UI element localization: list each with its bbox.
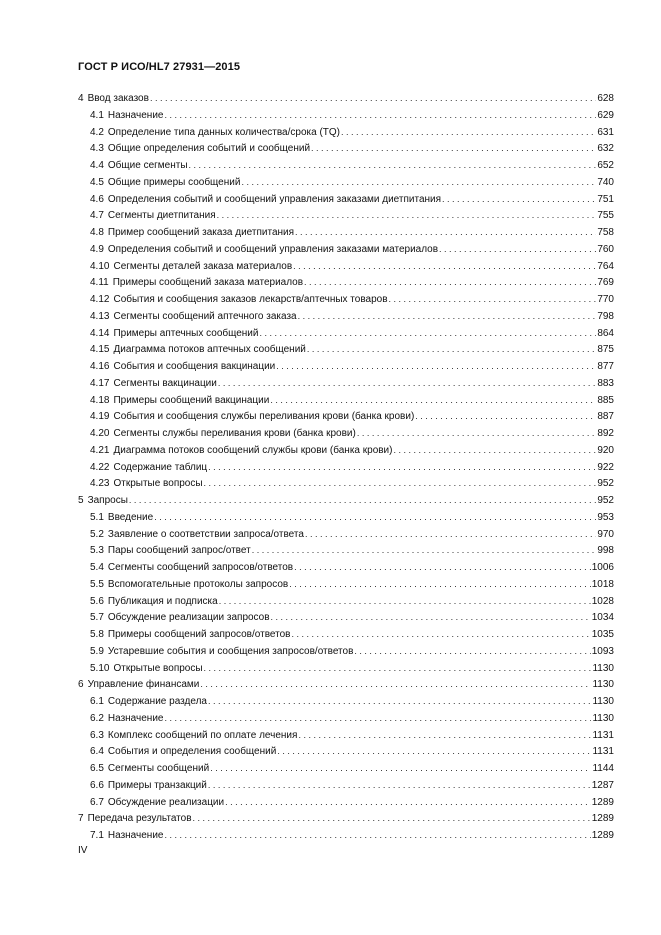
toc-entry-page: 922	[597, 461, 614, 473]
toc-entry-number: 5.9	[90, 645, 104, 657]
toc-entry-page: 1130	[592, 679, 614, 691]
toc-entry-number: 4.13	[90, 310, 110, 322]
toc-entry-number: 6.7	[90, 796, 104, 808]
document-header: ГОСТ Р ИСО/HL7 27931—2015	[78, 61, 241, 73]
toc-entry-number: 4.20	[90, 428, 110, 439]
toc-entry-number: 4.11	[90, 277, 109, 289]
toc-dot-leader	[164, 710, 591, 727]
toc-entry-number: 5.5	[90, 578, 104, 590]
toc-entry-title: Открытые вопросы	[113, 662, 203, 674]
toc-dot-leader	[415, 408, 596, 425]
toc-dot-leader	[442, 191, 596, 208]
toc-entry-page: 1144	[592, 763, 614, 774]
toc-entry-title: Пример сообщений заказа диетпитания	[107, 227, 295, 238]
toc-entry-title: Диаграмма потоков сообщений службы крови (банка крови)	[113, 444, 393, 456]
toc-entry-page: 864	[597, 327, 614, 339]
toc-dot-leader	[307, 341, 596, 358]
toc-entry-number: 7	[78, 813, 84, 825]
toc-entry	[78, 408, 614, 425]
toc-dot-leader	[357, 425, 596, 442]
toc-entry-page: 883	[597, 377, 614, 389]
toc-entry-title: Обсуждение реализации запросов	[107, 612, 270, 624]
toc-dot-leader	[252, 542, 597, 559]
toc-entry-number: 4.1	[90, 109, 104, 121]
toc-dot-leader	[204, 475, 597, 492]
toc-dot-leader	[439, 241, 596, 258]
toc-entry-page: 632	[597, 143, 614, 155]
toc-dot-leader	[154, 509, 596, 526]
toc-entry	[78, 509, 614, 526]
toc-entry	[78, 576, 614, 593]
toc-entry-title: Диаграмма потоков аптечных сообщений	[113, 344, 306, 356]
toc-entry-title: Вспомогательные протоколы запросов	[107, 578, 289, 590]
toc-dot-leader	[208, 693, 592, 710]
toc-dot-leader	[219, 593, 591, 610]
toc-entry-number: 4.19	[90, 411, 110, 423]
toc-entry-page: 758	[597, 227, 614, 238]
toc-entry-number: 5.1	[90, 511, 104, 523]
toc-entry	[78, 526, 614, 543]
toc-entry-title: Примеры транзакций	[107, 779, 207, 791]
toc-dot-leader	[150, 90, 596, 107]
toc-entry-page: 629	[597, 109, 614, 121]
toc-dot-leader	[217, 207, 597, 224]
toc-dot-leader	[218, 375, 596, 392]
toc-dot-leader	[200, 676, 591, 693]
toc-entry-title: Содержание таблиц	[113, 461, 208, 473]
toc-entry-number: 6.4	[90, 746, 104, 758]
table-of-contents	[78, 90, 614, 844]
page-number: IV	[78, 845, 88, 856]
toc-dot-leader	[271, 609, 591, 626]
toc-dot-leader	[210, 760, 591, 777]
toc-entry	[78, 794, 614, 811]
toc-dot-leader	[305, 526, 596, 543]
toc-dot-leader	[208, 459, 596, 476]
toc-entry-title: Общие примеры сообщений	[107, 176, 241, 188]
toc-dot-leader	[259, 325, 596, 342]
toc-dot-leader	[208, 777, 591, 794]
toc-entry-page: 764	[597, 260, 614, 272]
toc-dot-leader	[298, 727, 591, 744]
toc-entry	[78, 274, 614, 291]
toc-entry	[78, 760, 614, 777]
toc-entry-title: Заявление о соответствии запроса/ответа	[107, 528, 304, 540]
toc-entry-number: 4	[78, 93, 84, 104]
toc-entry-number: 6.6	[90, 779, 104, 791]
toc-entry	[78, 693, 614, 710]
toc-entry	[78, 258, 614, 275]
toc-entry-page: 892	[597, 428, 614, 439]
toc-entry-title: Назначение	[107, 712, 164, 724]
toc-dot-leader	[276, 358, 596, 375]
toc-dot-leader	[129, 492, 596, 509]
toc-entry-number: 4.12	[90, 294, 110, 305]
toc-entry-number: 7.1	[90, 830, 104, 841]
toc-entry-title: Определения событий и сообщений управления заказами материалов	[107, 243, 439, 255]
toc-entry	[78, 777, 614, 794]
toc-entry	[78, 90, 614, 107]
toc-entry-page: 1093	[591, 645, 614, 657]
toc-entry-page: 1035	[591, 629, 614, 640]
toc-entry-title: Общие сегменты	[107, 160, 188, 171]
toc-entry-page: 1289	[591, 796, 614, 808]
toc-entry	[78, 325, 614, 342]
toc-entry-number: 4.21	[90, 444, 110, 456]
toc-entry	[78, 710, 614, 727]
toc-dot-leader	[393, 442, 596, 459]
toc-dot-leader	[298, 308, 597, 325]
toc-entry-title: Определение типа данных количества/срока (TQ)	[107, 126, 340, 138]
toc-entry-page: 770	[597, 294, 614, 305]
toc-entry-page: 970	[597, 528, 614, 540]
toc-entry-number: 4.5	[90, 176, 104, 188]
toc-entry-title: Определения событий и сообщений управления заказами диетпитания	[107, 193, 442, 205]
toc-entry	[78, 358, 614, 375]
toc-entry-page: 1289	[591, 813, 614, 825]
toc-entry	[78, 442, 614, 459]
toc-entry-page: 798	[597, 310, 614, 322]
toc-entry-number: 6.1	[90, 696, 104, 707]
toc-entry-page: 1130	[592, 712, 614, 724]
toc-entry-title: События и сообщения вакцинации	[113, 361, 276, 372]
toc-entry	[78, 174, 614, 191]
toc-entry-page: 631	[597, 126, 614, 138]
toc-entry-title: События и сообщения заказов лекарств/аптечных товаров	[113, 294, 388, 305]
toc-entry-title: Сегменты деталей заказа материалов	[113, 260, 293, 272]
toc-dot-leader	[389, 291, 597, 308]
toc-entry	[78, 827, 614, 844]
toc-entry-number: 5	[78, 495, 84, 506]
toc-entry-title: Комплекс сообщений по оплате лечения	[107, 729, 298, 741]
toc-entry-page: 1131	[592, 729, 614, 741]
toc-entry-title: Сегменты сообщений аптечного заказа	[113, 310, 297, 322]
toc-entry-page: 887	[597, 411, 614, 423]
toc-entry	[78, 375, 614, 392]
toc-entry-title: Сегменты диетпитания	[107, 210, 216, 222]
toc-entry	[78, 241, 614, 258]
toc-entry	[78, 643, 614, 660]
toc-dot-leader	[277, 743, 591, 760]
toc-entry-page: 1130	[592, 696, 614, 707]
toc-entry-page: 1006	[591, 562, 614, 573]
toc-entry-number: 4.8	[90, 227, 104, 238]
toc-entry-page: 1028	[591, 595, 614, 607]
toc-dot-leader	[289, 576, 591, 593]
toc-entry-page: 1131	[592, 746, 614, 758]
toc-entry-number: 6.5	[90, 763, 104, 774]
toc-entry-page: 952	[597, 478, 614, 490]
toc-entry-page: 885	[597, 394, 614, 406]
toc-entry-number: 4.23	[90, 478, 110, 490]
toc-entry-title: События и сообщения службы переливания крови (банка крови)	[113, 411, 415, 423]
toc-entry	[78, 542, 614, 559]
toc-entry-page: 628	[597, 93, 614, 104]
toc-entry-number: 6.2	[90, 712, 104, 724]
toc-entry	[78, 308, 614, 325]
toc-entry	[78, 492, 614, 509]
toc-dot-leader	[354, 643, 590, 660]
toc-entry-title: Сегменты сообщений запросов/ответов	[107, 562, 294, 573]
toc-entry-page: 751	[597, 193, 614, 205]
toc-dot-leader	[311, 140, 596, 157]
toc-entry	[78, 207, 614, 224]
toc-dot-leader	[241, 174, 596, 191]
toc-entry-number: 6	[78, 679, 84, 691]
toc-entry	[78, 660, 614, 677]
toc-entry-number: 6.3	[90, 729, 104, 741]
toc-entry	[78, 475, 614, 492]
toc-entry-title: Запросы	[87, 495, 128, 506]
toc-entry-title: Пары сообщений запрос/ответ	[107, 545, 251, 557]
toc-entry-title: Ввод заказов	[87, 93, 149, 104]
toc-entry-page: 953	[597, 511, 614, 523]
toc-entry	[78, 140, 614, 157]
toc-entry-title: Общие определения событий и сообщений	[107, 143, 311, 155]
toc-entry-title: Обсуждение реализации	[107, 796, 225, 808]
toc-entry-number: 5.7	[90, 612, 104, 624]
toc-entry-title: Назначение	[107, 830, 164, 841]
toc-entry-title: Содержание раздела	[107, 696, 207, 707]
toc-entry	[78, 609, 614, 626]
toc-dot-leader	[164, 827, 590, 844]
toc-entry	[78, 124, 614, 141]
toc-entry-title: События и определения сообщений	[107, 746, 277, 758]
toc-entry-page: 998	[597, 545, 614, 557]
toc-entry-title: Назначение	[107, 109, 164, 121]
toc-entry-page: 1130	[592, 662, 614, 674]
toc-entry-page: 755	[597, 210, 614, 222]
toc-entry-page: 1289	[591, 830, 614, 841]
toc-dot-leader	[164, 107, 596, 124]
toc-entry	[78, 191, 614, 208]
toc-dot-leader	[225, 794, 591, 811]
toc-entry-title: Сегменты вакцинации	[113, 377, 217, 389]
toc-entry	[78, 425, 614, 442]
toc-entry	[78, 810, 614, 827]
toc-entry-number: 4.7	[90, 210, 104, 222]
toc-entry-number: 4.3	[90, 143, 104, 155]
toc-entry-page: 1034	[591, 612, 614, 624]
toc-entry-number: 4.6	[90, 193, 104, 205]
toc-dot-leader	[293, 258, 596, 275]
toc-entry	[78, 626, 614, 643]
toc-entry	[78, 743, 614, 760]
toc-entry-title: Управление финансами	[87, 679, 200, 691]
toc-entry-number: 4.17	[90, 377, 110, 389]
toc-entry	[78, 559, 614, 576]
toc-dot-leader	[189, 157, 597, 174]
toc-entry-page: 920	[597, 444, 614, 456]
toc-entry-number: 4.18	[90, 394, 110, 406]
toc-entry-number: 5.4	[90, 562, 104, 573]
toc-entry-page: 760	[597, 243, 614, 255]
toc-entry-number: 5.6	[90, 595, 104, 607]
toc-dot-leader	[295, 224, 596, 241]
toc-entry-title: Передача результатов	[87, 813, 192, 825]
toc-entry-number: 4.4	[90, 160, 104, 171]
toc-entry-title: Публикация и подписка	[107, 595, 218, 607]
toc-entry-title: Сегменты сообщений	[107, 763, 210, 774]
toc-entry-page: 652	[597, 160, 614, 171]
toc-entry-page: 769	[597, 277, 614, 289]
toc-entry	[78, 593, 614, 610]
toc-entry-title: Примеры сообщений заказа материалов	[112, 277, 304, 289]
toc-entry	[78, 727, 614, 744]
toc-entry	[78, 392, 614, 409]
toc-dot-leader	[294, 559, 591, 576]
toc-entry-number: 5.3	[90, 545, 104, 557]
toc-entry-number: 4.14	[90, 327, 110, 339]
toc-entry-page: 877	[597, 361, 614, 372]
toc-entry-number: 4.9	[90, 243, 104, 255]
toc-entry-page: 952	[597, 495, 614, 506]
toc-dot-leader	[304, 274, 596, 291]
toc-entry	[78, 676, 614, 693]
toc-entry-page: 1287	[591, 779, 614, 791]
toc-entry	[78, 224, 614, 241]
toc-entry-page: 875	[597, 344, 614, 356]
toc-entry	[78, 157, 614, 174]
toc-entry-page: 1018	[591, 578, 614, 590]
toc-entry	[78, 291, 614, 308]
toc-entry	[78, 107, 614, 124]
toc-entry	[78, 341, 614, 358]
toc-entry-number: 4.2	[90, 126, 104, 138]
toc-entry-title: Устаревшие события и сообщения запросов/ответов	[107, 645, 354, 657]
toc-entry-title: Введение	[107, 511, 154, 523]
toc-entry	[78, 459, 614, 476]
toc-entry-number: 4.15	[90, 344, 110, 356]
toc-dot-leader	[270, 392, 596, 409]
toc-dot-leader	[193, 810, 591, 827]
toc-entry-number: 4.10	[90, 260, 110, 272]
toc-entry-number: 4.16	[90, 361, 110, 372]
toc-entry-title: Открытые вопросы	[113, 478, 203, 490]
toc-entry-number: 5.8	[90, 629, 104, 640]
toc-entry-title: Примеры сообщений вакцинации	[113, 394, 270, 406]
toc-dot-leader	[341, 124, 596, 141]
toc-entry-title: Сегменты службы переливания крови (банка крови)	[113, 428, 356, 439]
toc-entry-page: 740	[597, 176, 614, 188]
toc-entry-number: 5.2	[90, 528, 104, 540]
toc-dot-leader	[291, 626, 590, 643]
toc-entry-number: 5.10	[90, 662, 110, 674]
toc-entry-title: Примеры сообщений запросов/ответов	[107, 629, 291, 640]
toc-dot-leader	[204, 660, 592, 677]
toc-entry-title: Примеры аптечных сообщений	[113, 327, 259, 339]
toc-entry-number: 4.22	[90, 461, 110, 473]
